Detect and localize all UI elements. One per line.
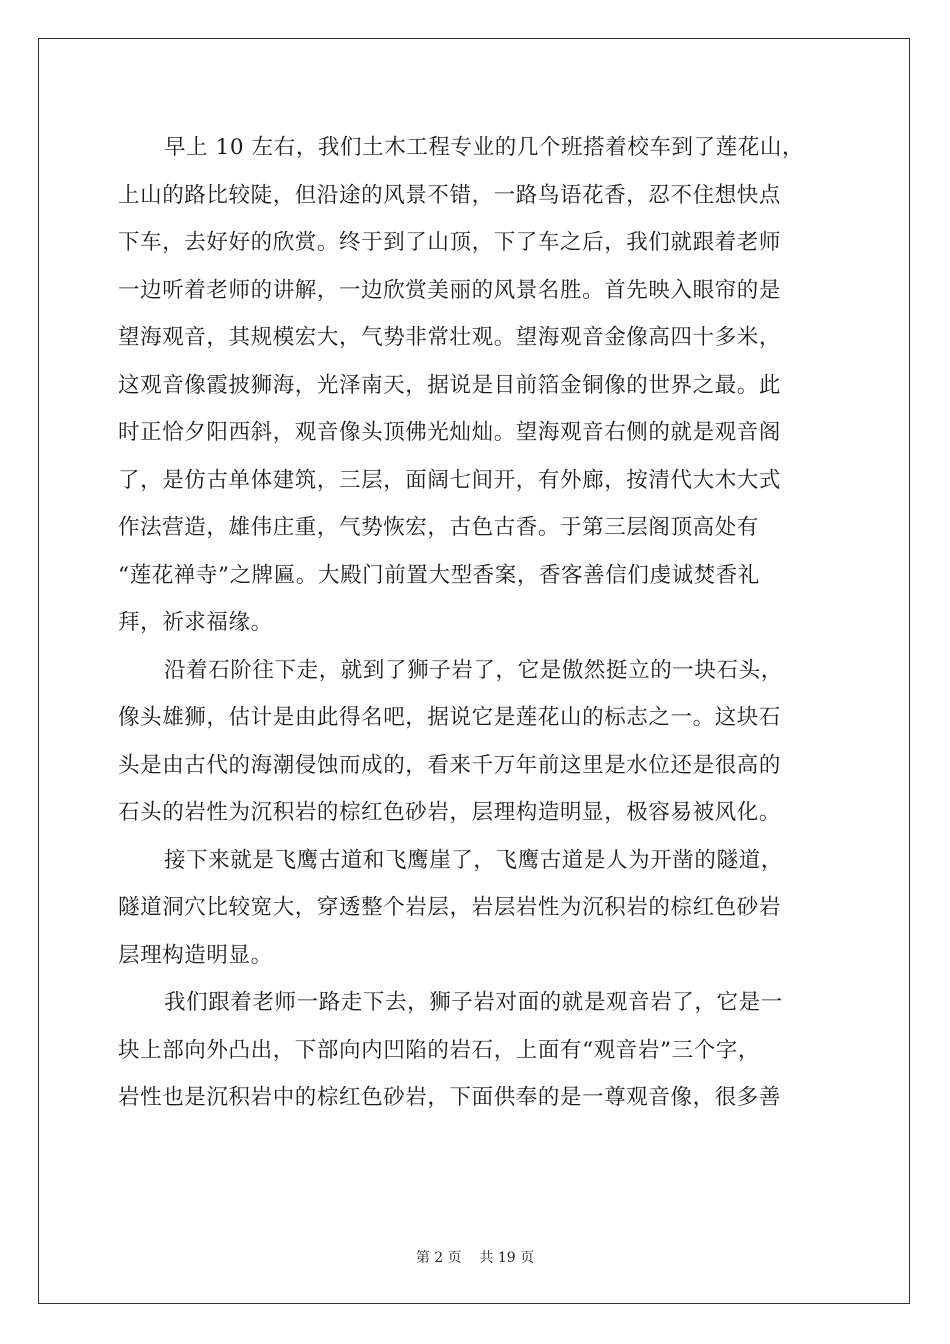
text-line: 我们跟着老师一路走下去，狮子岩对面的就是观音岩了，它是一 xyxy=(164,990,783,1015)
text-line: 一边听着老师的讲解，一边欣赏美丽的风景名胜。首先映入眼帘的是 xyxy=(118,277,782,303)
page-number-footer: 第 2 页 共 19 页 xyxy=(415,1250,535,1266)
text-line: 上山的路比较陡，但沿途的风景不错，一路鸟语花香，忍不住想快点 xyxy=(118,182,782,208)
text-line: 隧道洞穴比较宽大，穿透整个岩层，岩层岩性为沉积岩的棕红色砂岩 xyxy=(118,895,782,920)
text-line: 早上 10 左右，我们土木工程专业的几个班搭着校车到了莲花山， xyxy=(164,135,805,160)
text-line: 沿着石阶往下走，就到了狮子岩了，它是傲然挺立的一块石头， xyxy=(164,657,783,683)
text-line: 望海观音，其规模宏大，气势非常壮观。望海观音金像高四十多米， xyxy=(118,325,782,350)
text-line: 块上部向外凸出，下部向内凹陷的岩石，上面有“观音岩”三个字， xyxy=(118,1037,760,1063)
text-line: “莲花禅寺”之牌匾。大殿门前置大型香案，香客善信们虔诚焚香礼 xyxy=(118,562,760,588)
text-line: 头是由古代的海潮侵蚀而成的，看来千万年前这里是水位还是很高的 xyxy=(118,752,782,778)
text-line: 接下来就是飞鹰古道和飞鹰崖了，飞鹰古道是人为开凿的隧道， xyxy=(164,847,783,873)
text-line: 像头雄狮，估计是由此得名吧，据说它是莲花山的标志之一。这块石 xyxy=(118,705,782,730)
text-line: 作法营造，雄伟庄重，气势恢宏，古色古香。于第三层阁顶高处有 xyxy=(118,515,759,540)
text-line: 这观音像霞披狮海，光泽南天，据说是目前箔金铜像的世界之最。此 xyxy=(118,372,782,398)
text-line: 层理构造明显。 xyxy=(118,942,273,968)
text-line: 拜，祈求福缘。 xyxy=(118,610,273,635)
text-line: 岩性也是沉积岩中的棕红色砂岩，下面供奉的是一尊观音像，很多善 xyxy=(118,1085,782,1110)
text-line: 石头的岩性为沉积岩的棕红色砂岩，层理构造明显，极容易被风化。 xyxy=(118,800,782,825)
text-line: 了，是仿古单体建筑，三层，面阔七间开，有外廊，按清代大木大式 xyxy=(118,467,782,493)
text-line: 下车，去好好的欣赏。终于到了山顶，下了车之后，我们就跟着老师 xyxy=(118,230,782,255)
text-line: 时正恰夕阳西斜，观音像头顶佛光灿灿。望海观音右侧的就是观音阁 xyxy=(118,420,782,445)
document-body xyxy=(118,124,838,1122)
